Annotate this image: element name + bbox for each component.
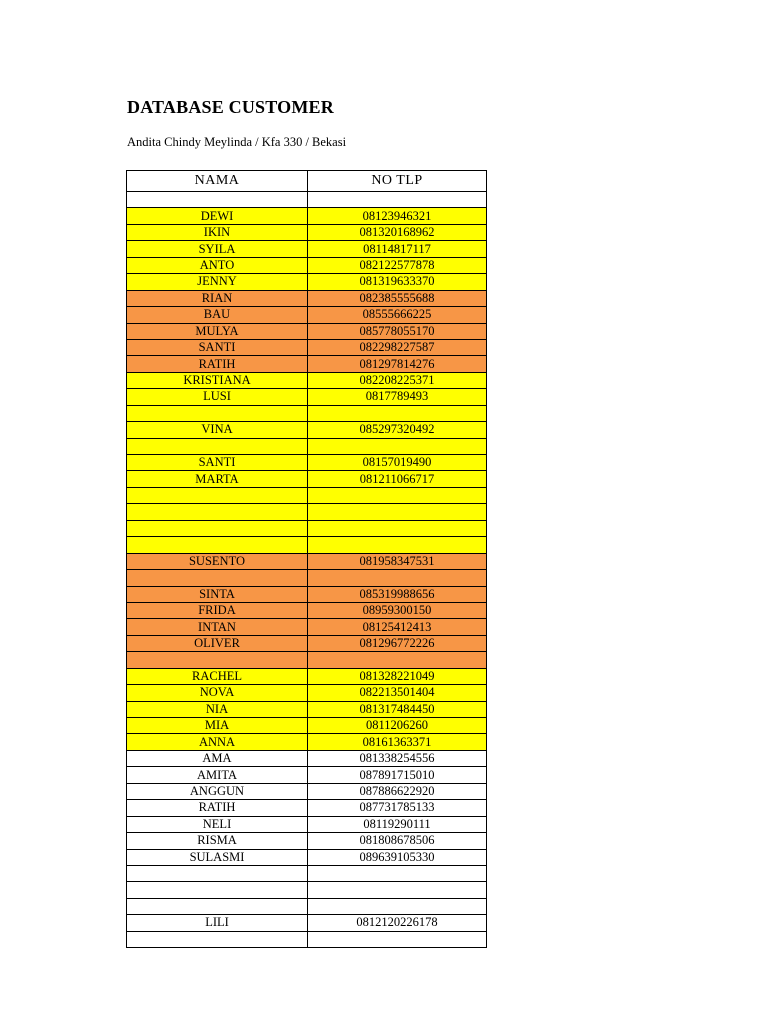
- cell-nama: NIA: [127, 701, 308, 717]
- cell-nama: ANTO: [127, 257, 308, 273]
- cell-nama: RACHEL: [127, 668, 308, 684]
- cell-no-tlp: 081338254556: [308, 750, 487, 766]
- cell-no-tlp: 082213501404: [308, 685, 487, 701]
- cell-nama: SANTI: [127, 339, 308, 355]
- cell-nama: SULASMI: [127, 849, 308, 865]
- table-row: [127, 520, 487, 536]
- cell-no-tlp: [308, 570, 487, 586]
- table-row: [127, 455, 487, 471]
- cell-nama: ANNA: [127, 734, 308, 750]
- cell-no-tlp: 081958347531: [308, 553, 487, 569]
- cell-no-tlp: 08125412413: [308, 619, 487, 635]
- cell-no-tlp: [308, 504, 487, 520]
- cell-nama: MULYA: [127, 323, 308, 339]
- cell-no-tlp: 082385555688: [308, 290, 487, 306]
- table-row: [127, 307, 487, 323]
- cell-no-tlp: 085297320492: [308, 422, 487, 438]
- table-row: [127, 487, 487, 503]
- table-row: [127, 898, 487, 914]
- cell-no-tlp: 081211066717: [308, 471, 487, 487]
- cell-nama: AMITA: [127, 767, 308, 783]
- cell-nama: SINTA: [127, 586, 308, 602]
- table-row: [127, 553, 487, 569]
- cell-no-tlp: [308, 898, 487, 914]
- cell-nama: [127, 652, 308, 668]
- table-row: [127, 339, 487, 355]
- cell-no-tlp: 087891715010: [308, 767, 487, 783]
- table-row: [127, 635, 487, 651]
- cell-nama: LILI: [127, 915, 308, 931]
- cell-nama: [127, 405, 308, 421]
- cell-nama: MIA: [127, 718, 308, 734]
- table-row: [127, 750, 487, 766]
- cell-nama: RISMA: [127, 833, 308, 849]
- cell-nama: NOVA: [127, 685, 308, 701]
- cell-no-tlp: [308, 438, 487, 454]
- table-row: [127, 685, 487, 701]
- table-row: [127, 389, 487, 405]
- table-row: [127, 833, 487, 849]
- table-row: [127, 422, 487, 438]
- cell-no-tlp: 087886622920: [308, 783, 487, 799]
- table-row: [127, 602, 487, 618]
- table-row: [127, 372, 487, 388]
- table-row: [127, 849, 487, 865]
- cell-no-tlp: 08959300150: [308, 602, 487, 618]
- table-row: [127, 241, 487, 257]
- cell-no-tlp: 0812120226178: [308, 915, 487, 931]
- cell-nama: SANTI: [127, 455, 308, 471]
- cell-nama: SUSENTO: [127, 553, 308, 569]
- table-row: [127, 471, 487, 487]
- cell-no-tlp: [308, 192, 487, 208]
- customer-table: [126, 170, 487, 948]
- cell-no-tlp: [308, 487, 487, 503]
- cell-no-tlp: 08157019490: [308, 455, 487, 471]
- table-row: [127, 356, 487, 372]
- cell-no-tlp: 082122577878: [308, 257, 487, 273]
- table-row: [127, 652, 487, 668]
- column-header-nama: NAMA: [127, 171, 308, 192]
- table-row: [127, 208, 487, 224]
- cell-no-tlp: 081328221049: [308, 668, 487, 684]
- cell-nama: [127, 898, 308, 914]
- cell-no-tlp: 08161363371: [308, 734, 487, 750]
- cell-nama: RIAN: [127, 290, 308, 306]
- cell-no-tlp: [308, 865, 487, 881]
- cell-no-tlp: 082208225371: [308, 372, 487, 388]
- page-title: DATABASE CUSTOMER: [127, 97, 334, 117]
- table-row: [127, 800, 487, 816]
- cell-nama: RATIH: [127, 356, 308, 372]
- cell-no-tlp: 085319988656: [308, 586, 487, 602]
- cell-nama: VINA: [127, 422, 308, 438]
- cell-no-tlp: [308, 652, 487, 668]
- table-row: [127, 931, 487, 947]
- table-row: [127, 668, 487, 684]
- page-subtitle: Andita Chindy Meylinda / Kfa 330 / Bekasi: [127, 135, 347, 149]
- table-row: [127, 734, 487, 750]
- cell-no-tlp: 081319633370: [308, 274, 487, 290]
- cell-no-tlp: 08123946321: [308, 208, 487, 224]
- table-header-row: [127, 171, 487, 192]
- table-row: [127, 865, 487, 881]
- cell-nama: [127, 520, 308, 536]
- cell-no-tlp: 082298227587: [308, 339, 487, 355]
- cell-no-tlp: 089639105330: [308, 849, 487, 865]
- cell-nama: FRIDA: [127, 602, 308, 618]
- table-row: [127, 718, 487, 734]
- table-row: [127, 882, 487, 898]
- table-row: [127, 767, 487, 783]
- table-row: [127, 915, 487, 931]
- cell-no-tlp: 08119290111: [308, 816, 487, 832]
- cell-nama: [127, 931, 308, 947]
- cell-no-tlp: [308, 520, 487, 536]
- cell-nama: [127, 865, 308, 881]
- cell-nama: JENNY: [127, 274, 308, 290]
- cell-nama: ANGGUN: [127, 783, 308, 799]
- cell-no-tlp: 081296772226: [308, 635, 487, 651]
- table-row: [127, 783, 487, 799]
- table-row: [127, 816, 487, 832]
- table-row: [127, 701, 487, 717]
- cell-no-tlp: 0811206260: [308, 718, 487, 734]
- cell-nama: LUSI: [127, 389, 308, 405]
- table-row: [127, 438, 487, 454]
- cell-nama: MARTA: [127, 471, 308, 487]
- cell-no-tlp: [308, 931, 487, 947]
- cell-no-tlp: 081317484450: [308, 701, 487, 717]
- cell-nama: AMA: [127, 750, 308, 766]
- column-header-no-tlp: NO TLP: [308, 171, 487, 192]
- table-row: [127, 570, 487, 586]
- cell-nama: [127, 570, 308, 586]
- cell-nama: NELI: [127, 816, 308, 832]
- cell-nama: [127, 882, 308, 898]
- cell-no-tlp: [308, 405, 487, 421]
- table-row: [127, 586, 487, 602]
- cell-no-tlp: 081320168962: [308, 224, 487, 240]
- cell-nama: SYILA: [127, 241, 308, 257]
- cell-no-tlp: [308, 882, 487, 898]
- cell-no-tlp: 087731785133: [308, 800, 487, 816]
- cell-nama: DEWI: [127, 208, 308, 224]
- cell-nama: IKIN: [127, 224, 308, 240]
- cell-no-tlp: 08114817117: [308, 241, 487, 257]
- table-row: [127, 405, 487, 421]
- table-row: [127, 224, 487, 240]
- cell-nama: [127, 438, 308, 454]
- cell-nama: BAU: [127, 307, 308, 323]
- cell-no-tlp: 081297814276: [308, 356, 487, 372]
- table-row: [127, 290, 487, 306]
- cell-nama: INTAN: [127, 619, 308, 635]
- cell-no-tlp: 08555666225: [308, 307, 487, 323]
- table-row: [127, 619, 487, 635]
- table-row: [127, 323, 487, 339]
- cell-nama: RATIH: [127, 800, 308, 816]
- cell-no-tlp: 085778055170: [308, 323, 487, 339]
- cell-nama: KRISTIANA: [127, 372, 308, 388]
- cell-no-tlp: [308, 537, 487, 553]
- cell-nama: [127, 192, 308, 208]
- table-body: [127, 192, 487, 948]
- table-row: [127, 504, 487, 520]
- cell-no-tlp: 0817789493: [308, 389, 487, 405]
- cell-nama: [127, 487, 308, 503]
- table-row: [127, 537, 487, 553]
- table-row: [127, 192, 487, 208]
- table-row: [127, 274, 487, 290]
- cell-no-tlp: 081808678506: [308, 833, 487, 849]
- table-row: [127, 257, 487, 273]
- cell-nama: OLIVER: [127, 635, 308, 651]
- cell-nama: [127, 537, 308, 553]
- cell-nama: [127, 504, 308, 520]
